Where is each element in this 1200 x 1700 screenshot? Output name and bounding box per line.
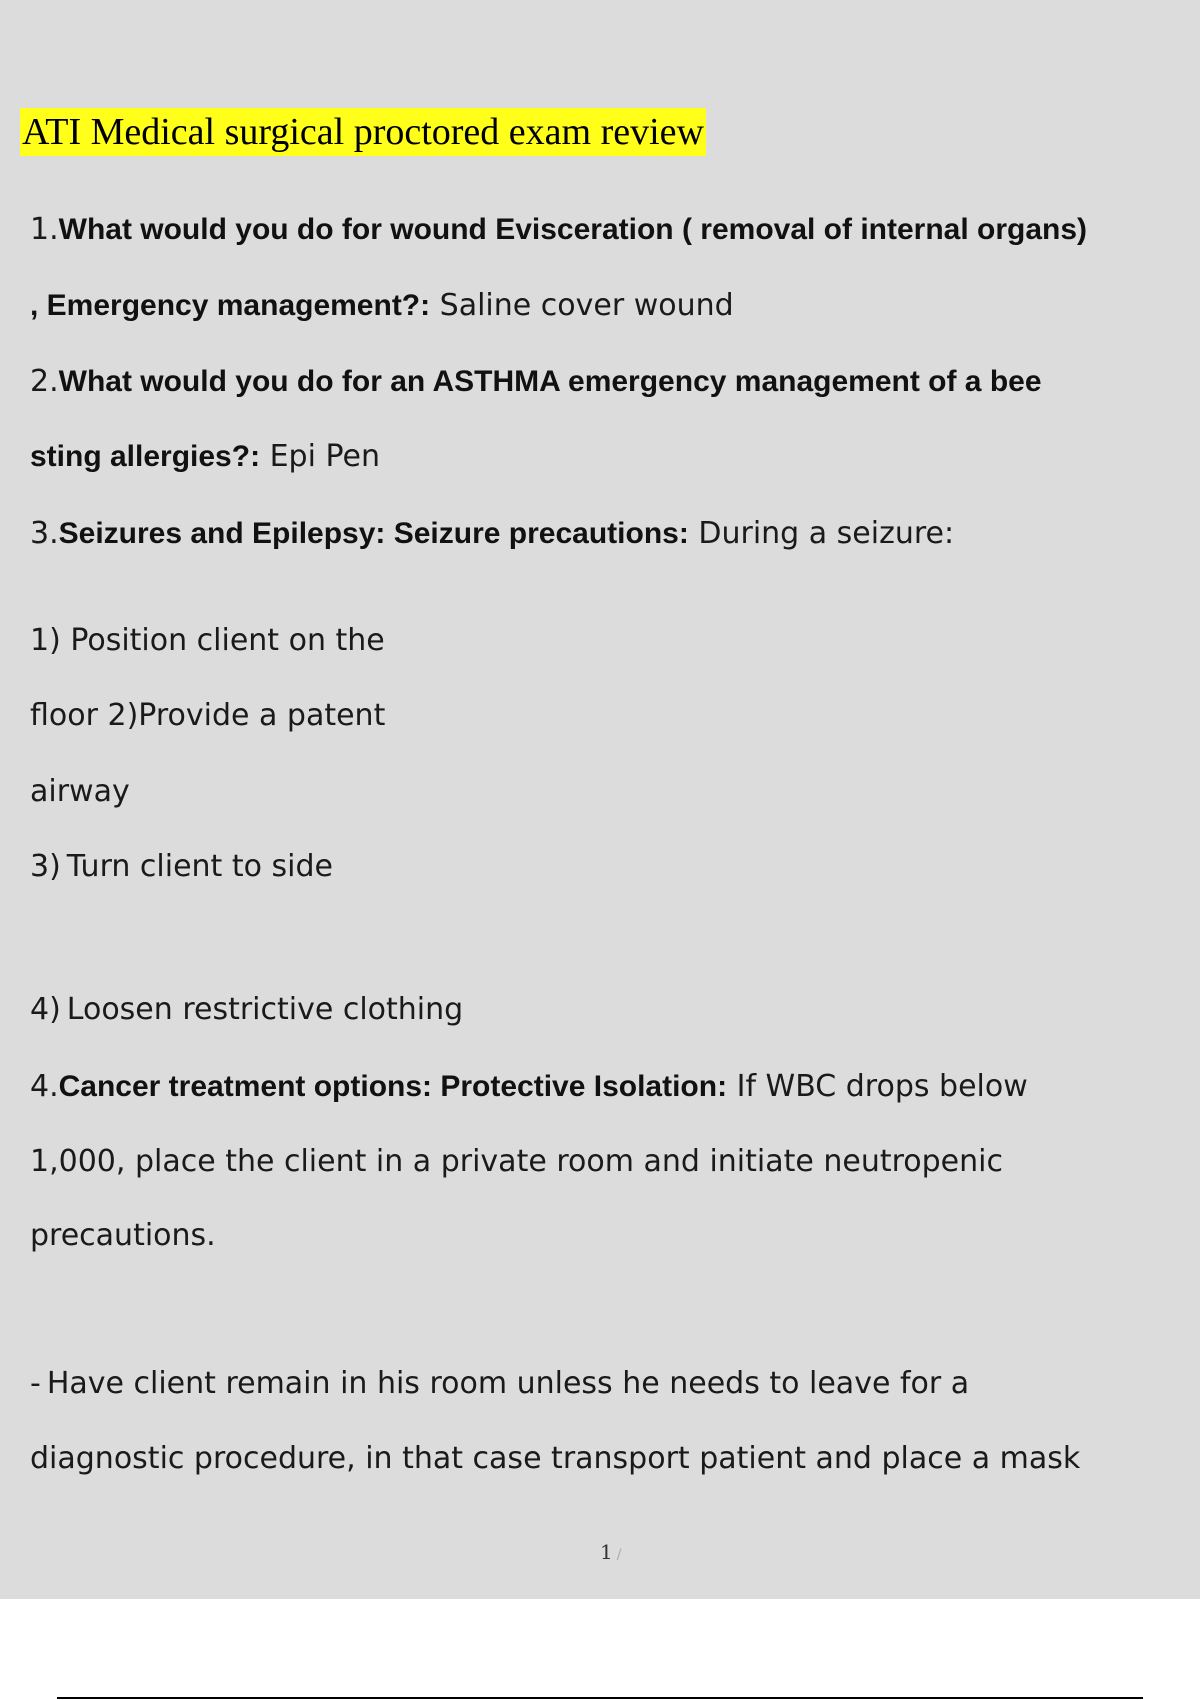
question-4-line-1 — [30, 1067, 1028, 1107]
question-text: What would you do for wound Evisceration ( removal of internal organs) — [58, 213, 1088, 246]
question-1-line-1 — [30, 210, 1087, 250]
seizure-step-line: 1) Position client on the — [30, 623, 385, 658]
question-number: 3. — [30, 516, 59, 551]
page-number — [600, 1540, 621, 1564]
question-number: 2. — [30, 364, 59, 399]
question-text: , Emergency management?: — [30, 289, 431, 322]
answer-text: Saline cover wound — [430, 288, 734, 323]
bullet-line: diagnostic procedure, in that case transport patient and place a mask — [30, 1441, 1081, 1476]
page-number-value: 1 — [600, 1540, 613, 1564]
answer-text: During a seizure: — [688, 516, 955, 551]
answer-line: 1,000, place the client in a private room and initiate neutropenic — [30, 1144, 1003, 1179]
bullet-line: - Have client remain in his room unless he needs to leave for a — [30, 1366, 970, 1401]
answer-line: precautions. — [30, 1218, 216, 1253]
page-title: ATI Medical surgical proctored exam review — [20, 108, 706, 156]
question-text: What would you do for an ASTHMA emergency management of a bee — [58, 365, 1042, 398]
question-1-line-2 — [30, 286, 734, 326]
seizure-step-line: 4) Loosen restrictive clothing — [30, 992, 464, 1027]
seizure-step-line: airway — [30, 774, 130, 809]
question-text: Cancer treatment options: Protective Isolation: — [58, 1070, 728, 1103]
question-3-line-1 — [30, 514, 954, 554]
seizure-step-line: 3) Turn client to side — [30, 849, 333, 884]
answer-text: If WBC drops below — [727, 1069, 1028, 1104]
question-text: Seizures and Epilepsy: Seizure precautions: — [58, 517, 689, 550]
page-divider-line — [57, 1697, 1143, 1699]
answer-text: Epi Pen — [260, 439, 380, 474]
question-number: 4. — [30, 1069, 59, 1104]
question-number: 1. — [30, 212, 59, 247]
question-2-line-1 — [30, 362, 1042, 402]
question-text: sting allergies?: — [30, 440, 261, 473]
question-2-line-2 — [30, 437, 380, 477]
page-number-separator: / — [616, 1547, 622, 1563]
seizure-step-line: floor 2)Provide a patent — [30, 698, 386, 733]
